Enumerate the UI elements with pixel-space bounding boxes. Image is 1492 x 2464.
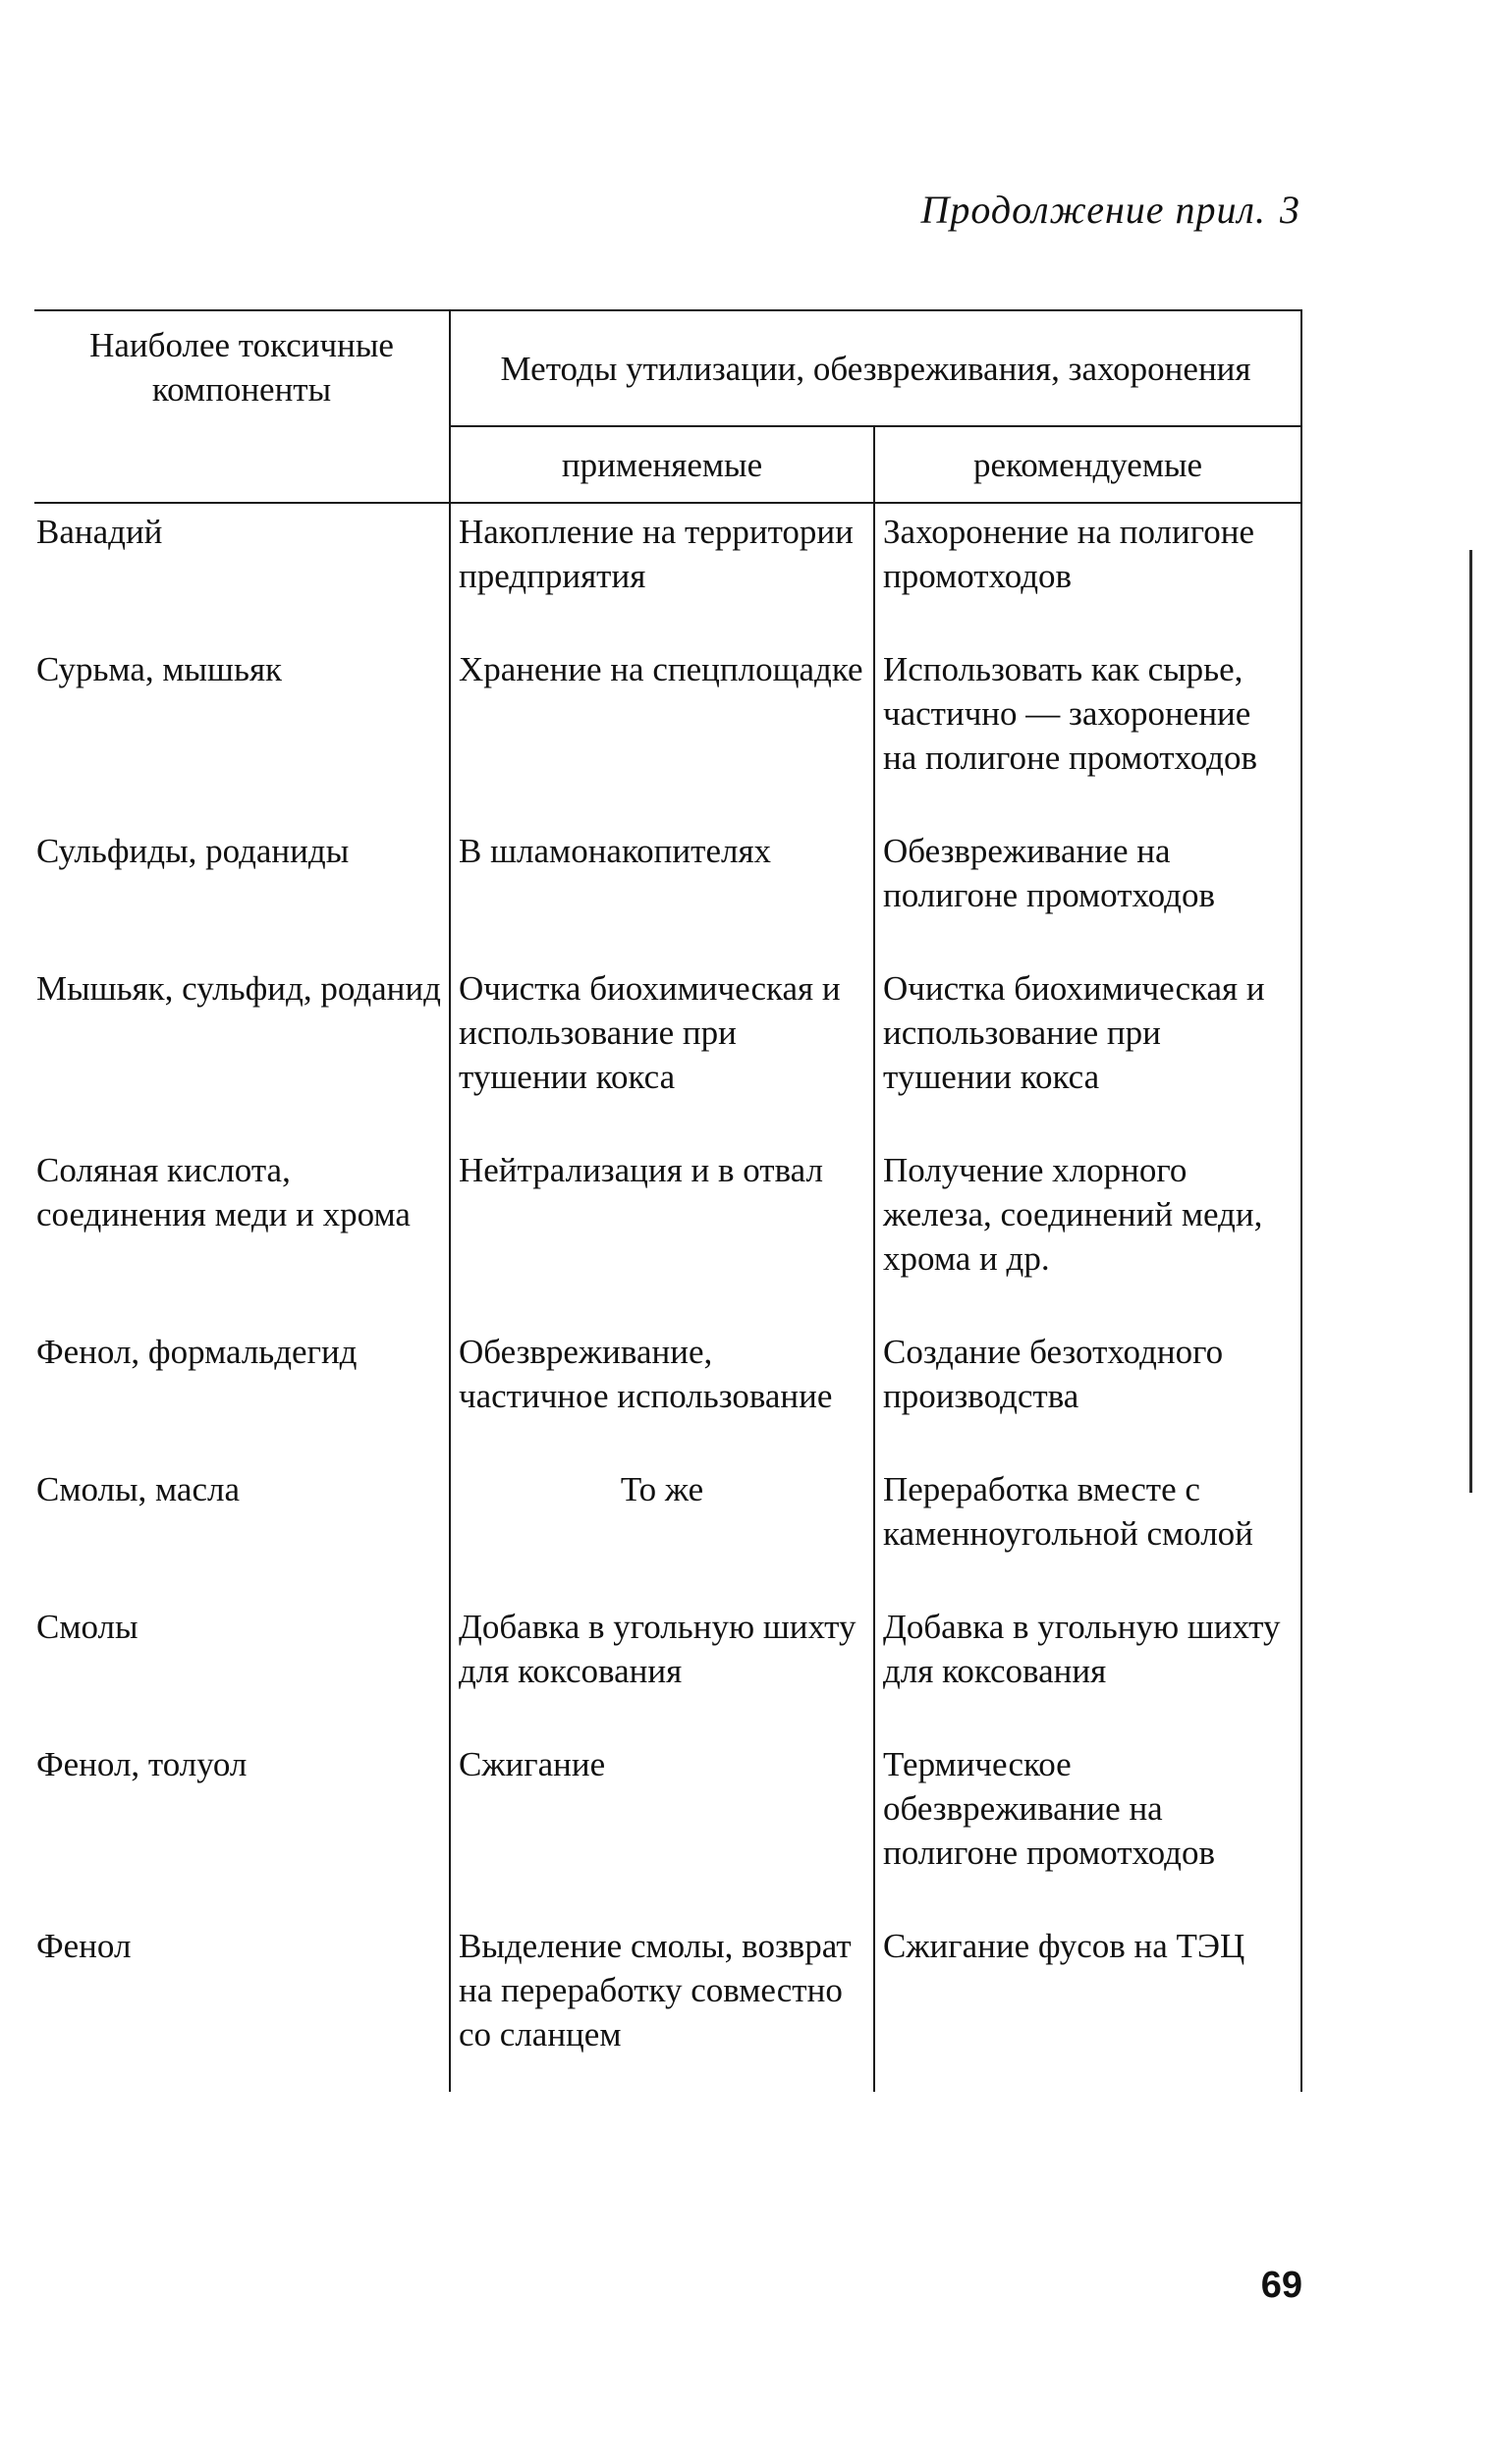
cell-component: Смолы	[34, 1599, 450, 1736]
cell-recommended: Обезвреживание на полигоне промотходов	[874, 823, 1301, 960]
header-applied: применяемые	[450, 426, 874, 503]
cell-component: Ванадий	[34, 503, 450, 641]
cell-component: Фенол, формальдегид	[34, 1324, 450, 1461]
table-row	[34, 641, 1301, 823]
caption-appendix-number: 3	[1280, 188, 1300, 232]
cell-recommended: Использовать как сырье, частично — захоронение на полигоне промотходов	[874, 641, 1301, 823]
toxic-components-table	[34, 309, 1302, 2092]
cell-recommended: Очистка биохимическая и использование при тушении кокса	[874, 960, 1301, 1142]
cell-component: Фенол	[34, 1918, 450, 2092]
page-number: 69	[1260, 2265, 1302, 2306]
cell-applied: Обезвреживание, частичное использование	[450, 1324, 874, 1461]
cell-component: Сульфиды, роданиды	[34, 823, 450, 960]
header-methods-group: Методы утилизации, обезвреживания, захоронения	[450, 310, 1301, 426]
cell-applied: Хранение на спецплощадке	[450, 641, 874, 823]
cell-component: Мышьяк, сульфид, роданид	[34, 960, 450, 1142]
cell-component: Смолы, масла	[34, 1461, 450, 1599]
table-row	[34, 960, 1301, 1142]
cell-applied: Накопление на территории предприятия	[450, 503, 874, 641]
header-components: Наиболее токсичные компоненты	[34, 310, 450, 503]
cell-recommended: Термическое обезвреживание на полигоне промотходов	[874, 1736, 1301, 1918]
cell-recommended: Получение хлорного железа, соединений меди, хрома и др.	[874, 1142, 1301, 1324]
table-row	[34, 1599, 1301, 1736]
table-row	[34, 823, 1301, 960]
cell-applied: В шламонакопителях	[450, 823, 874, 960]
table-row	[34, 503, 1301, 641]
cell-component: Фенол, толуол	[34, 1736, 450, 1918]
cell-recommended: Переработка вместе с каменноугольной смолой	[874, 1461, 1301, 1599]
table-body	[34, 503, 1301, 2092]
cell-applied: Очистка биохимическая и использование при тушении кокса	[450, 960, 874, 1142]
table-row	[34, 1736, 1301, 1918]
table-row	[34, 1142, 1301, 1324]
table-row	[34, 1461, 1301, 1599]
header-recommended: рекомендуемые	[874, 426, 1301, 503]
table-row	[34, 1918, 1301, 2092]
cell-component: Соляная кислота, соединения меди и хрома	[34, 1142, 450, 1324]
cell-recommended: Захоронение на полигоне промотходов	[874, 503, 1301, 641]
cell-recommended: Создание безотходного производства	[874, 1324, 1301, 1461]
table-row	[34, 1324, 1301, 1461]
scan-edge-mark	[1469, 550, 1472, 1493]
cell-recommended: Добавка в угольную шихту для коксования	[874, 1599, 1301, 1736]
caption-text: Продолжение прил.	[920, 188, 1266, 232]
cell-applied: Выделение смолы, возврат на переработку совместно со сланцем	[450, 1918, 874, 2092]
continuation-caption	[920, 187, 1300, 233]
table-header	[34, 310, 1301, 503]
cell-applied: Сжигание	[450, 1736, 874, 1918]
cell-applied: Нейтрализация и в отвал	[450, 1142, 874, 1324]
cell-applied: То же	[450, 1461, 874, 1599]
cell-applied: Добавка в угольную шихту для коксования	[450, 1599, 874, 1736]
cell-recommended: Сжигание фусов на ТЭЦ	[874, 1918, 1301, 2092]
cell-component: Сурьма, мышьяк	[34, 641, 450, 823]
